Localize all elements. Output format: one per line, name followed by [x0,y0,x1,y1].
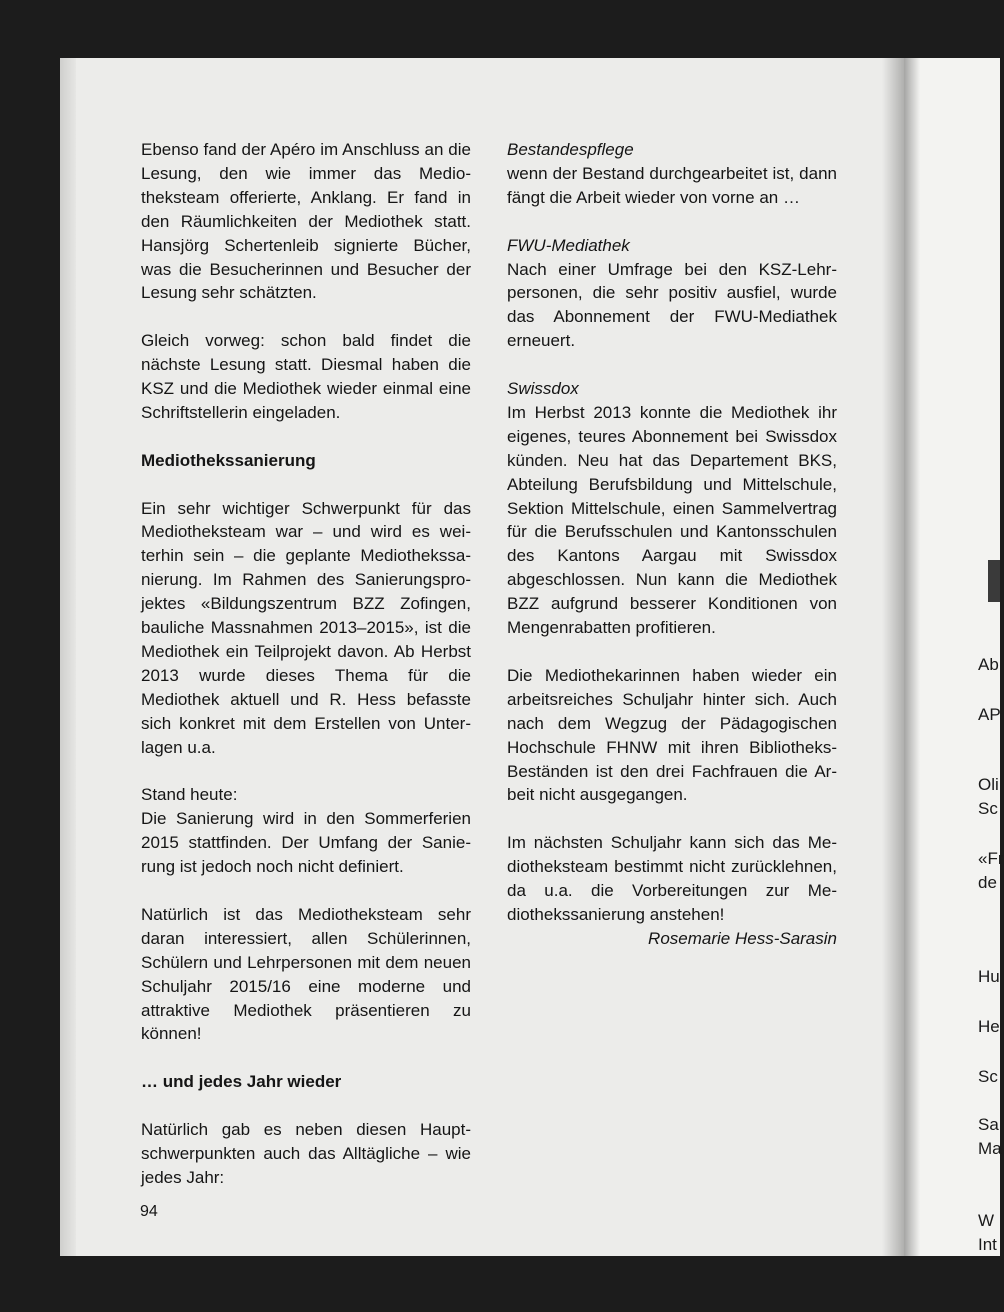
paragraph: Gleich vorweg: schon bald findet die nächste Lesung statt. Diesmal haben die KSZ und die Mediothek wieder einmal eine Schriftstellerin eingeladen. [141,331,471,422]
right-column [507,138,837,951]
right-page-fragment: He [978,1017,1000,1036]
subsection-title: FWU-Mediathek [507,235,630,255]
right-page-fragment: AP [978,705,1001,724]
right-page-fragment: W [978,1211,995,1230]
right-page-fragment: de [978,873,997,892]
paragraph: Die Mediothekarinnen haben wieder ein arbeitsreiches Schuljahr hinter sich. Auch nach dem Wegzug der Pädagogischen Hochschule FHNW mit ihren Bibliotheks-Beständen ist den drei Fachfrauen die Arbeit nicht ausgegangen. [507,665,837,805]
subsection-title: Bestandespflege [507,140,634,159]
paragraph-body: Die Sanierung wird in den Sommerferien 2015 stattfinden. Der Umfang der Sanierung ist jedoch noch nicht definiert. [141,809,471,877]
subsection-text: wenn der Bestand durchgearbeitet ist, dann fängt die Arbeit wieder von vorne an … [507,163,837,207]
page-number: 94 [140,1203,158,1220]
right-page-fragment: «Fr [978,849,1004,868]
right-page [904,58,1004,1256]
paragraph-lead: Stand heute: [141,785,238,805]
right-page-fragment: Int [978,1235,997,1254]
right-page-fragment: Hu [978,967,1000,986]
paragraph: Natürlich gab es neben diesen Hauptschwerpunkten auch das Alltägliche – wie jedes Jahr: [141,1120,471,1187]
paragraph: Ein sehr wichtiger Schwerpunkt für das Mediotheksteam war – und wird es weiterhin sein – die geplante Mediothekssanierung. Im Rahmen des Sanierungsprojektes «Bildungszentrum BZZ Zofingen, bauliche Massnahmen 2013–2015», ist die Mediothek ein Teilprojekt davon. Ab Herbst 2013 wurde dieses Thema für die Mediothek aktuell und R. Hess befasste sich konkret mit dem Erstellen von Unterlagen u.a. [141,498,471,757]
right-page-fragment: Sc [978,1067,998,1086]
subsection-text: Im Herbst 2013 konnte die Mediothek ihr eigenes, teures Abonnement bei Swissdox künden. Neu hat das Departement BKS, Abteilung Berufsbildung und Mittelschule, Sektion Mittelschule, einen Sammelvertrag für die Berufsschulen und Kantonsschulen des Kantons Aargau mit Swissdox abgeschlossen. Nun kann die Mediothek BZZ aufgrund besserer Konditionen von Mengenrabatten profitieren. [507,402,837,638]
right-page-fragment: Sa [978,1115,999,1134]
subsection-text: Nach einer Umfrage bei den KSZ-Lehrpersonen, die sehr positiv ausfiel, wurde das Abonnement der FWU-Mediathek erneuert. [507,259,837,351]
left-column [141,138,471,1214]
binding-shadow [904,58,920,1256]
subsection [507,234,837,354]
subsection [507,377,837,640]
paragraph [141,783,471,879]
right-page-fragment: Ma [978,1139,1002,1158]
page-edge [60,58,76,1256]
page-tab [988,560,1000,602]
subsection [507,138,837,210]
section-heading: Mediothekssanierung [141,450,316,470]
paragraph: Natürlich ist das Mediotheksteam sehr daran interessiert, allen Schülerinnen, Schülern und Lehrpersonen mit dem neuen Schuljahr 2015/16 eine moderne und attraktive Mediothek präsentieren zu können! [141,904,471,1044]
right-page-fragment: Oli [978,775,999,794]
right-page-fragment: Sc [978,799,998,818]
paragraph: Im nächsten Schuljahr kann sich das Mediotheksteam bestimmt nicht zurücklehnen, da u.a. die Vorbereitungen zur Mediothekssanierung anstehen! [507,833,837,924]
author-signature: Rosemarie Hess-Sarasin [648,928,837,948]
right-page-fragment: Ab [978,655,999,674]
subsection-title: Swissdox [507,379,579,399]
paragraph: Ebenso fand der Apéro im Anschluss an die Lesung, den wie immer das Mediotheksteam offerierte, Anklang. Er fand in den Räumlichkeiten der Mediothek statt. Hansjörg Schertenleib signierte Bücher, was die Besucherinnen und Besucher der Lesung sehr schätzten. [141,140,471,303]
section-heading: … und jedes Jahr wieder [141,1072,342,1092]
